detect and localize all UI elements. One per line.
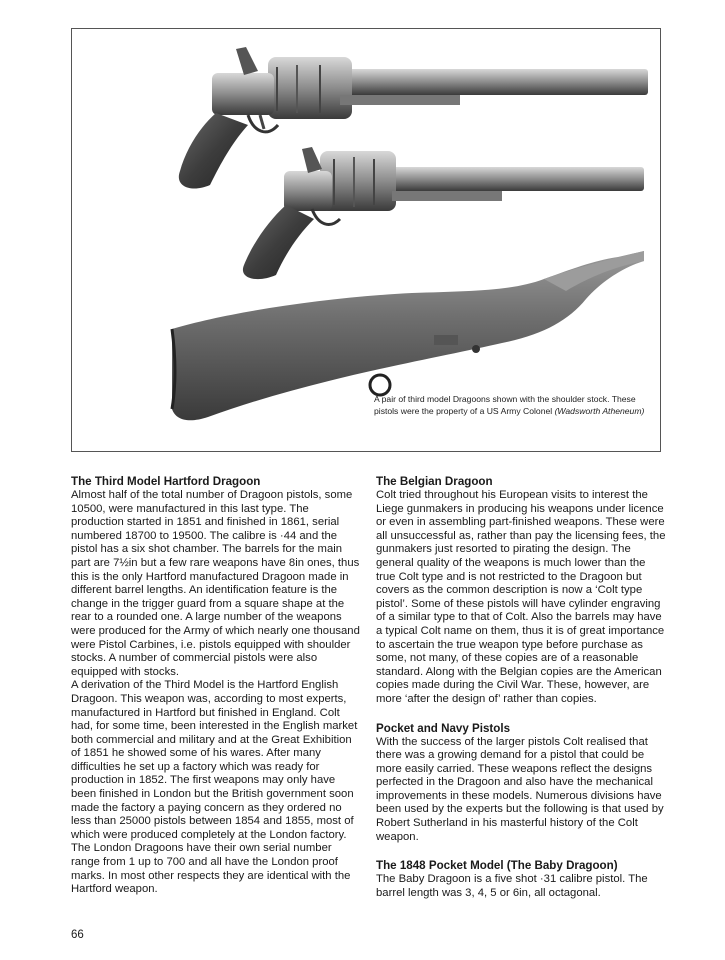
heading-pocket-1848: The 1848 Pocket Model (The Baby Dragoon) (376, 859, 618, 873)
right-column (376, 474, 666, 900)
section-gap (376, 844, 666, 858)
paragraph-third-model-2: A derivation of the Third Model is the Hartford English Dragoon. This weapon was, according to most experts, manufactured in Hartford but finished in England. Colt had, for some time, been interested in the English market both commercial and military and at the Great Exhibition of 1851 he showed some of his wares. After many difficulties he set up a factory which was ready for production in 1852. The first weapons may only have been finished in London but the British government soon made the factory a paying concern as they ordered no less than 25000 pistols between 1854 and 1855, most of which were produced completely at the London factory. The London Dragoons have their own serial number range from 1 up to 700 and all have the London proof marks. In most other respects they are identical with the Hartford weapon. (71, 679, 358, 896)
caption-text: A pair of third model Dragoons shown with the shoulder stock. These pistols were the property of a US Army Colonel (374, 394, 636, 416)
page-number: 66 (71, 929, 84, 941)
paragraph-belgian: Colt tried throughout his European visits to interest the Liege gunmakers in producing his weapons under licence or even in assembling part-finished weapons. These were all unsuccessful as, rather than pay the licensing fees, the gunmakers just resorted to pirating the design. The general quality of the weapons is much lower than the true Colt type and is not restricted to the Dragoon but covers as the common description is now a ‘Colt type pistol’. Some of these pistols will have cylinder engraving of a similar type to that of Colt. Also the barrels may have a typical Colt name on them, thus it is of great importance to ascertain the true weapon type before purchase as some, not many, of these copies are of a reasonable standard. Along with the Belgian copies are the American copies made during the Civil War. These, however, are more ‘after the design of’ rather than copies. (376, 489, 666, 705)
heading-pocket-navy: Pocket and Navy Pistols (376, 721, 511, 735)
heading-third-model: The Third Model Hartford Dragoon (71, 475, 261, 488)
caption-credit: (Wadsworth Atheneum) (554, 405, 645, 416)
revolvers-photo (72, 29, 660, 451)
section-gap (376, 707, 666, 721)
revolver-middle (243, 147, 644, 279)
left-column (71, 474, 363, 897)
paragraph-third-model-1: Almost half of the total number of Dragoon pistols, some 10500, were manufactured in this last type. The production started in 1851 and finished in 1861, serial numbered 18700 to 19500. The calibre is ·44 and the pistol has a six shot chamber. The barrels for the main part are 7½in but a few rare weapons have 8in ones, thus this is the only Hartford manufactured Dragoon made in different barrel lengths. An identification feature is the change in the trigger guard from a square shape at the rear to a rounded one. A large number of the weapons were produced for the Army of which nearly one thousand were Pistol Carbines, i.e. pistols equipped with shoulder stocks. A number of commercial pistols were also equipped with stocks. (71, 489, 360, 678)
paragraph-pocket-1848: The Baby Dragoon is a five shot ·31 calibre pistol. The barrel length was 3, 4, 5 or 6in, all octagonal. (376, 873, 648, 899)
figure-frame (71, 28, 661, 452)
paragraph-pocket-navy: With the success of the larger pistols Colt realised that there was a growing demand for a pistol that could be more easily carried. These weapons reflect the designs perfected in the Dragoon and also have the mechanical improvements in these models. Numerous divisions have been used by the experts but the following is that used by Robert Sutherland in his masterful history of the Colt weapon. (376, 735, 664, 843)
heading-belgian: The Belgian Dragoon (376, 475, 493, 488)
figure-caption (374, 394, 654, 417)
